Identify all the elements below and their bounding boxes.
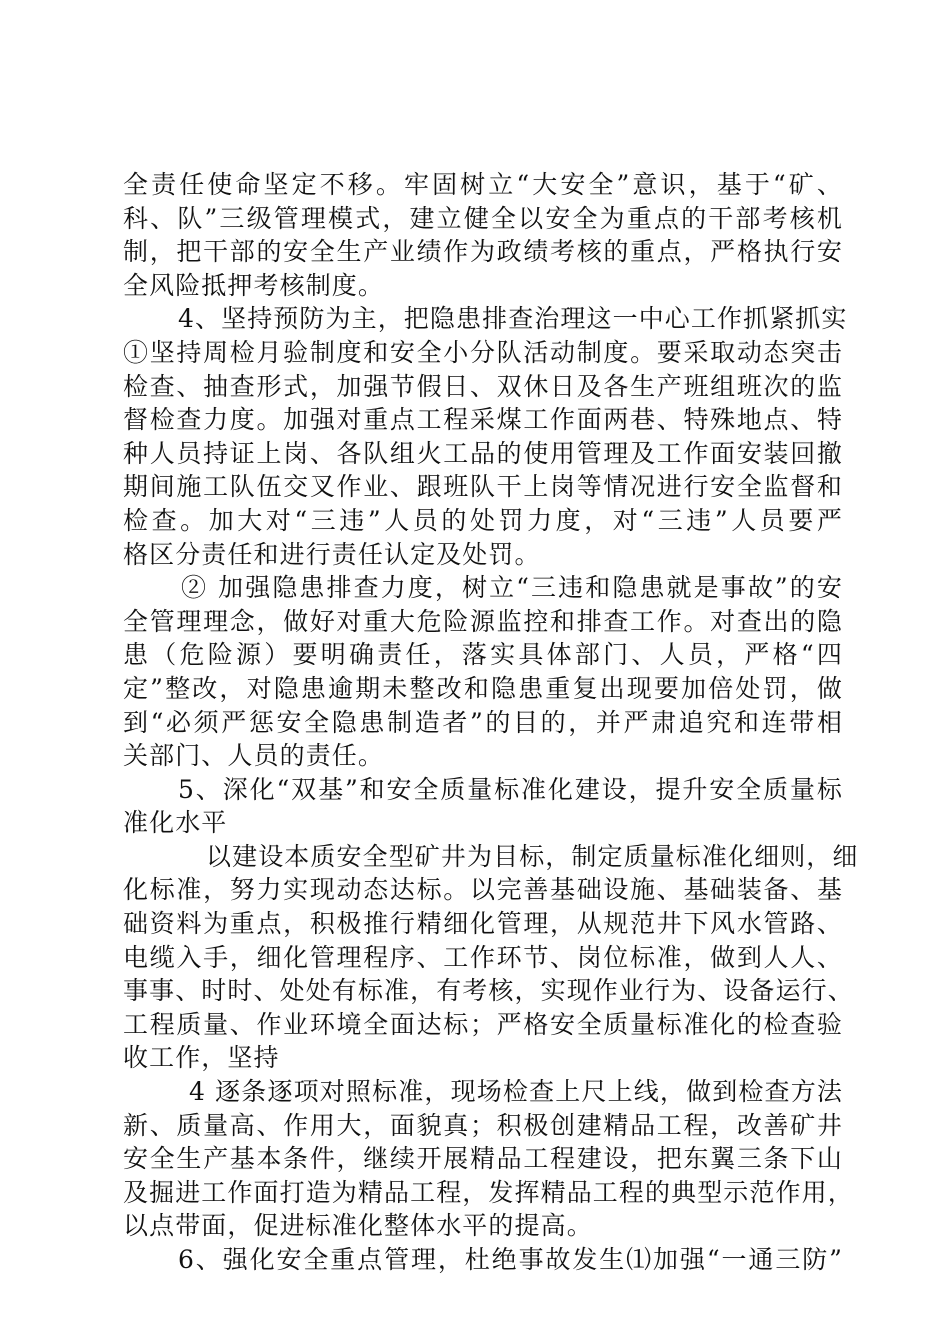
text-line: 5、深化“双基”和安全质量标准化建设，提升安全质量标 bbox=[178, 774, 843, 804]
text-line: 关部门、人员的责任。 bbox=[123, 741, 385, 771]
text-line: 制，把干部的安全生产业绩作为政绩考核的重点，严格执行安 bbox=[123, 237, 843, 267]
text-line: 4 逐条逐项对照标准，现场检查上尺上线，做到检查方法 bbox=[189, 1077, 843, 1107]
text-line: 4、坚持预防为主，把隐患排查治理这一中心工作抓紧抓实 bbox=[178, 304, 848, 334]
text-line: ② 加强隐患排查力度，树立“三违和隐患就是事故”的安 bbox=[181, 573, 843, 603]
text-line: 督检查力度。加强对重点工程采煤工作面两巷、特殊地点、特 bbox=[123, 405, 843, 435]
text-line: 化标准，努力实现动态达标。以完善基础设施、基础装备、基 bbox=[123, 875, 843, 905]
text-line: 及掘进工作面打造为精品工程，发挥精品工程的典型示范作用， bbox=[123, 1177, 854, 1207]
text-line: 种人员持证上岗、各队组火工品的使用管理及工作面安装回撤 bbox=[123, 438, 843, 468]
text-line: 格区分责任和进行责任认定及处罚。 bbox=[123, 539, 541, 569]
text-line: 全风险抵押考核制度。 bbox=[123, 270, 385, 300]
text-line: 6、强化安全重点管理，杜绝事故发生⑴加强“一通三防” bbox=[178, 1245, 843, 1274]
text-line: 新、质量高、作用大，面貌真；积极创建精品工程，改善矿井 bbox=[123, 1110, 843, 1140]
text-line: 到“必须严惩安全隐患制造者”的目的，并严肃追究和连带相 bbox=[123, 707, 843, 737]
text-line: 患（危险源）要明确责任，落实具体部门、人员，严格“四 bbox=[123, 640, 843, 670]
text-line: 以建设本质安全型矿井为目标，制定质量标准化细则，细 bbox=[206, 841, 859, 871]
text-line: 定”整改，对隐患逾期未整改和隐患重复出现要加倍处罚，做 bbox=[123, 673, 843, 703]
text-line: 全管理理念，做好对重大危险源监控和排查工作。对查出的隐 bbox=[123, 606, 843, 636]
document-body bbox=[123, 168, 859, 1277]
text-line: 科、队”三级管理模式，建立健全以安全为重点的干部考核机 bbox=[123, 203, 843, 233]
text-line: 收工作，坚持 bbox=[123, 1043, 280, 1073]
text-line: 以点带面，促进标准化整体水平的提高。 bbox=[123, 1211, 593, 1241]
text-line: 工程质量、作业环境全面达标；严格安全质量标准化的检查验 bbox=[123, 1009, 843, 1039]
text-line: 检查。加大对“三违”人员的处罚力度，对“三违”人员要严 bbox=[123, 505, 843, 535]
text-line: 全责任使命坚定不移。牢固树立“大安全”意识，基于“矿、 bbox=[123, 170, 843, 199]
text-line: 期间施工队伍交叉作业、跟班队干上岗等情况进行安全监督和 bbox=[123, 472, 843, 502]
text-line: 检查、抽查形式，加强节假日、双休日及各生产班组班次的监 bbox=[123, 371, 843, 401]
text-line: 准化水平 bbox=[123, 808, 228, 838]
text-line: 电缆入手，细化管理程序、工作环节、岗位标准，做到人人、 bbox=[123, 942, 843, 972]
text-line: 础资料为重点，积极推行精细化管理，从规范井下风水管路、 bbox=[123, 909, 843, 939]
text-line: 安全生产基本条件，继续开展精品工程建设，把东翼三条下山 bbox=[123, 1144, 843, 1174]
text-line: 事事、时时、处处有标准，有考核，实现作业行为、设备运行、 bbox=[123, 976, 854, 1006]
text-line: ①坚持周检月验制度和安全小分队活动制度。要采取动态突击 bbox=[123, 337, 843, 367]
